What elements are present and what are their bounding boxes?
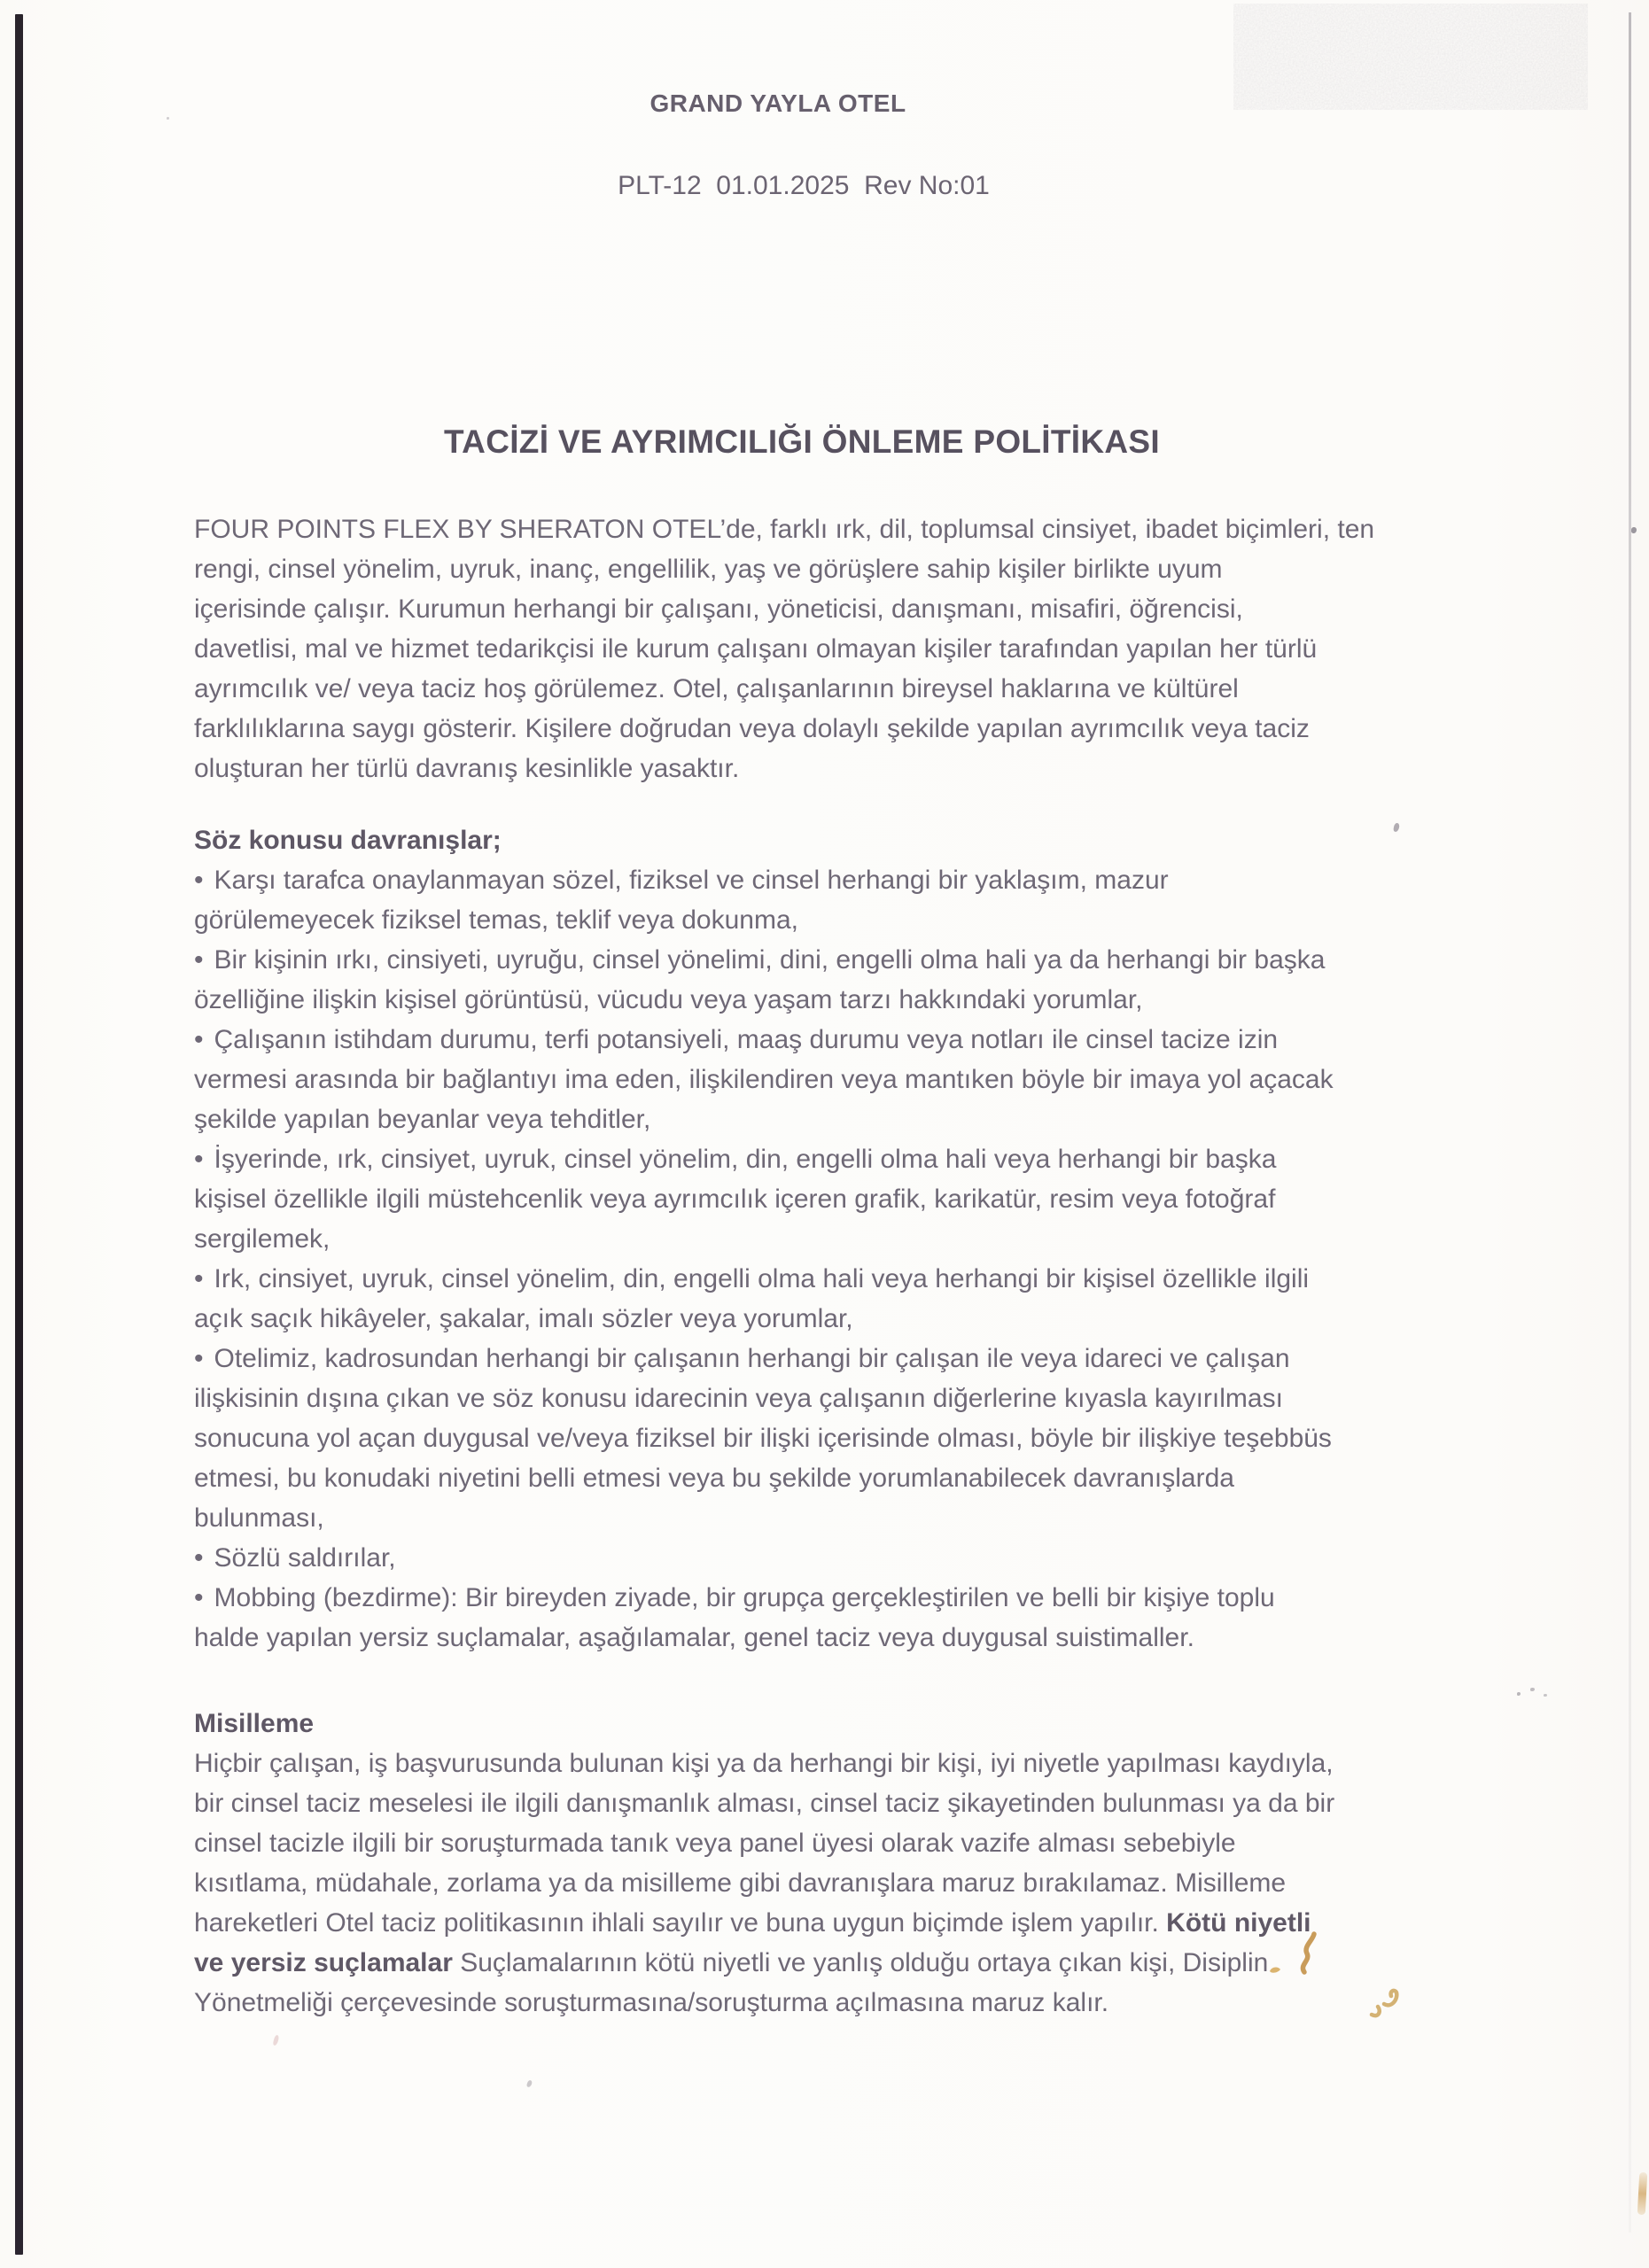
bullet-item [194,1578,1497,1658]
pen-dot-mark [1267,1963,1283,1976]
page-title: TACİZİ VE AYRIMCILIĞI ÖNLEME POLİTİKASI [444,423,1160,460]
bullet-line: bulunması, [194,1503,324,1533]
bullet-item [194,1538,1497,1578]
scan-speck [1517,1692,1521,1696]
bullet-line [194,940,1497,980]
bullet-icon: • [194,1583,204,1612]
bullet-icon: • [194,1264,204,1293]
bullet-text: Çalışanın istihdam durumu, terfi potansiyeli, maaş durumu veya notları ile cinsel tacize izin [214,1025,1279,1054]
retaliation-paragraph [194,1744,1497,2023]
behaviors-list [194,860,1497,1658]
document-body [194,509,1497,2023]
intro-line: ayrımcılık ve/ veya taciz hoş görülemez. Otel, çalışanlarının bireysel haklarına ve kültürel [194,674,1239,703]
bullet-line [194,1020,1497,1060]
bullet-text: Otelimiz, kadrosundan herhangi bir çalışanın herhangi bir çalışan ile veya idareci ve çalışan [214,1344,1290,1373]
retaliation-line-text: Suçlamalarının kötü niyetli ve yanlış olduğu ortaya çıkan kişi, Disiplin [452,1948,1269,1977]
bullet-line: sergilemek, [194,1224,331,1254]
bullet-text: Irk, cinsiyet, uyruk, cinsel yönelim, din, engelli olma hali veya herhangi bir kişisel özellikle ilgili [214,1264,1310,1293]
bullet-text: Mobbing (bezdirme): Bir bireyden ziyade, bir grupça gerçekleştirilen ve belli bir kişiye toplu [214,1583,1275,1612]
scan-edge-bar [15,14,23,2255]
scan-right-edge-line [1629,12,1631,2233]
scan-speck [1631,527,1637,533]
bullet-icon: • [194,866,204,895]
bullet-line: özelliğine ilişkin kişisel görüntüsü, vücudu veya yaşam tarzı hakkındaki yorumlar, [194,985,1143,1014]
pen-edge-mark [1637,2172,1647,2215]
bullet-line: şekilde yapılan beyanlar veya tehditler, [194,1105,651,1134]
retaliation-line-text: hareketleri Otel taciz politikasının ihlali sayılır ve buna uygun biçimde işlem yapılır. [194,1908,1167,1938]
intro-line: içerisinde çalışır. Kurumun herhangi bir çalışanı, yöneticisi, danışmanı, misafiri, öğrencisi, [194,594,1243,624]
bad-faith-bold-text: Kötü niyetli [1166,1908,1311,1938]
bullet-line: halde yapılan yersiz suçlamalar, aşağılamalar, genel taciz veya duygusal suistimaller. [194,1623,1194,1652]
behaviors-heading: Söz konusu davranışlar; [194,826,502,855]
bullet-item [194,860,1497,940]
scan-speck [167,117,169,120]
bullet-line [194,1139,1497,1179]
bullet-line [194,1339,1497,1379]
bullet-line: ilişkisinin dışına çıkan ve söz konusu idarecinin veya çalışanın diğerlerine kıyasla kayırılması [194,1384,1283,1413]
bullet-icon: • [194,1543,204,1573]
bullet-item [194,1139,1497,1259]
scan-speck [273,2035,280,2047]
bullet-line [194,1259,1497,1299]
intro-line: rengi, cinsel yönelim, uyruk, inanç, engellilik, yaş ve görüşlere sahip kişiler birlikte uyum [194,555,1223,584]
bullet-icon: • [194,1025,204,1054]
bullet-item [194,1020,1497,1139]
bullet-line: sonucuna yol açan duygusal ve/veya fiziksel bir ilişki içerisinde olması, böyle bir ilişkiye teşebbüs [194,1424,1332,1453]
bullet-line: vermesi arasında bir bağlantıyı ima eden, ilişkilendiren veya mantıken böyle bir imaya yol açacak [194,1065,1334,1094]
pen-squiggle-mark [1368,1988,1412,2020]
bullet-line [194,860,1497,900]
bullet-item [194,940,1497,1020]
bullet-icon: • [194,945,204,975]
bullet-line: görülemeyecek fiziksel temas, teklif veya dokunma, [194,905,798,935]
retaliation-line: Yönetmeliği çerçevesinde soruşturmasına/soruşturma açılmasına maruz kalır. [194,1988,1109,2017]
intro-line: farklılıklarına saygı gösterir. Kişilere doğrudan veya dolaylı şekilde yapılan ayrımcılık veya taciz [194,714,1310,743]
bullet-text: Bir kişinin ırkı, cinsiyeti, uyruğu, cinsel yönelimi, dini, engelli olma hali ya da herhangi bir başka [214,945,1326,975]
retaliation-line: kısıtlama, müdahale, zorlama ya da misilleme gibi davranışlara maruz bırakılamaz. Misilleme [194,1868,1287,1898]
pen-squiggle-mark [1295,1930,1334,1977]
bullet-line: kişisel özellikle ilgili müstehcenlik veya ayrımcılık içeren grafik, karikatür, resim veya fotoğraf [194,1184,1276,1214]
scan-speck [1530,1688,1535,1691]
retaliation-line: bir cinsel taciz meselesi ile ilgili danışmanlık alması, cinsel taciz şikayetinden bulunması ya da bir [194,1789,1335,1818]
bullet-text: Sözlü saldırılar, [214,1543,396,1573]
bullet-text: Karşı tarafca onaylanmayan sözel, fiziksel ve cinsel herhangi bir yaklaşım, mazur [214,866,1169,895]
scan-speck [526,2079,533,2087]
bullet-line [194,1578,1497,1618]
header-hotel-name: GRAND YAYLA OTEL [649,89,906,117]
intro-paragraph [194,509,1497,788]
retaliation-heading: Misilleme [194,1709,315,1738]
bullet-icon: • [194,1145,204,1174]
bullet-item [194,1259,1497,1339]
intro-line: davetlisi, mal ve hizmet tedarikçisi ile kurum çalışanı olmayan kişiler tarafından yapılan her türlü [194,634,1318,664]
bullet-icon: • [194,1344,204,1373]
retaliation-line: Hiçbir çalışan, iş başvurusunda bulunan kişi ya da herhangi bir kişi, iyi niyetle yapılması kaydıyla, [194,1749,1334,1778]
retaliation-line: cinsel tacizle ilgili bir soruşturmada tanık veya panel üyesi olarak vazife alması sebebiyle [194,1829,1236,1858]
bullet-text: İşyerinde, ırk, cinsiyet, uyruk, cinsel yönelim, din, engelli olma hali veya herhangi bir başka [214,1145,1277,1174]
intro-line: FOUR POINTS FLEX BY SHERATON OTEL’de, farklı ırk, dil, toplumsal cinsiyet, ibadet biçimleri, ten [194,515,1375,544]
bullet-line: etmesi, bu konudaki niyetini belli etmesi veya bu şekilde yorumlanabilecek davranışlarda [194,1464,1234,1493]
scan-speck [1544,1694,1547,1697]
bullet-line: açık saçık hikâyeler, şakalar, imalı sözler veya yorumlar, [194,1304,853,1333]
header-doc-meta: PLT-12 01.01.2025 Rev No:01 [618,171,990,200]
bad-faith-bold-text: ve yersiz suçlamalar [194,1948,453,1977]
bullet-line [194,1538,1497,1578]
intro-line: oluşturan her türlü davranış kesinlikle yasaktır. [194,754,740,783]
bullet-item [194,1339,1497,1538]
